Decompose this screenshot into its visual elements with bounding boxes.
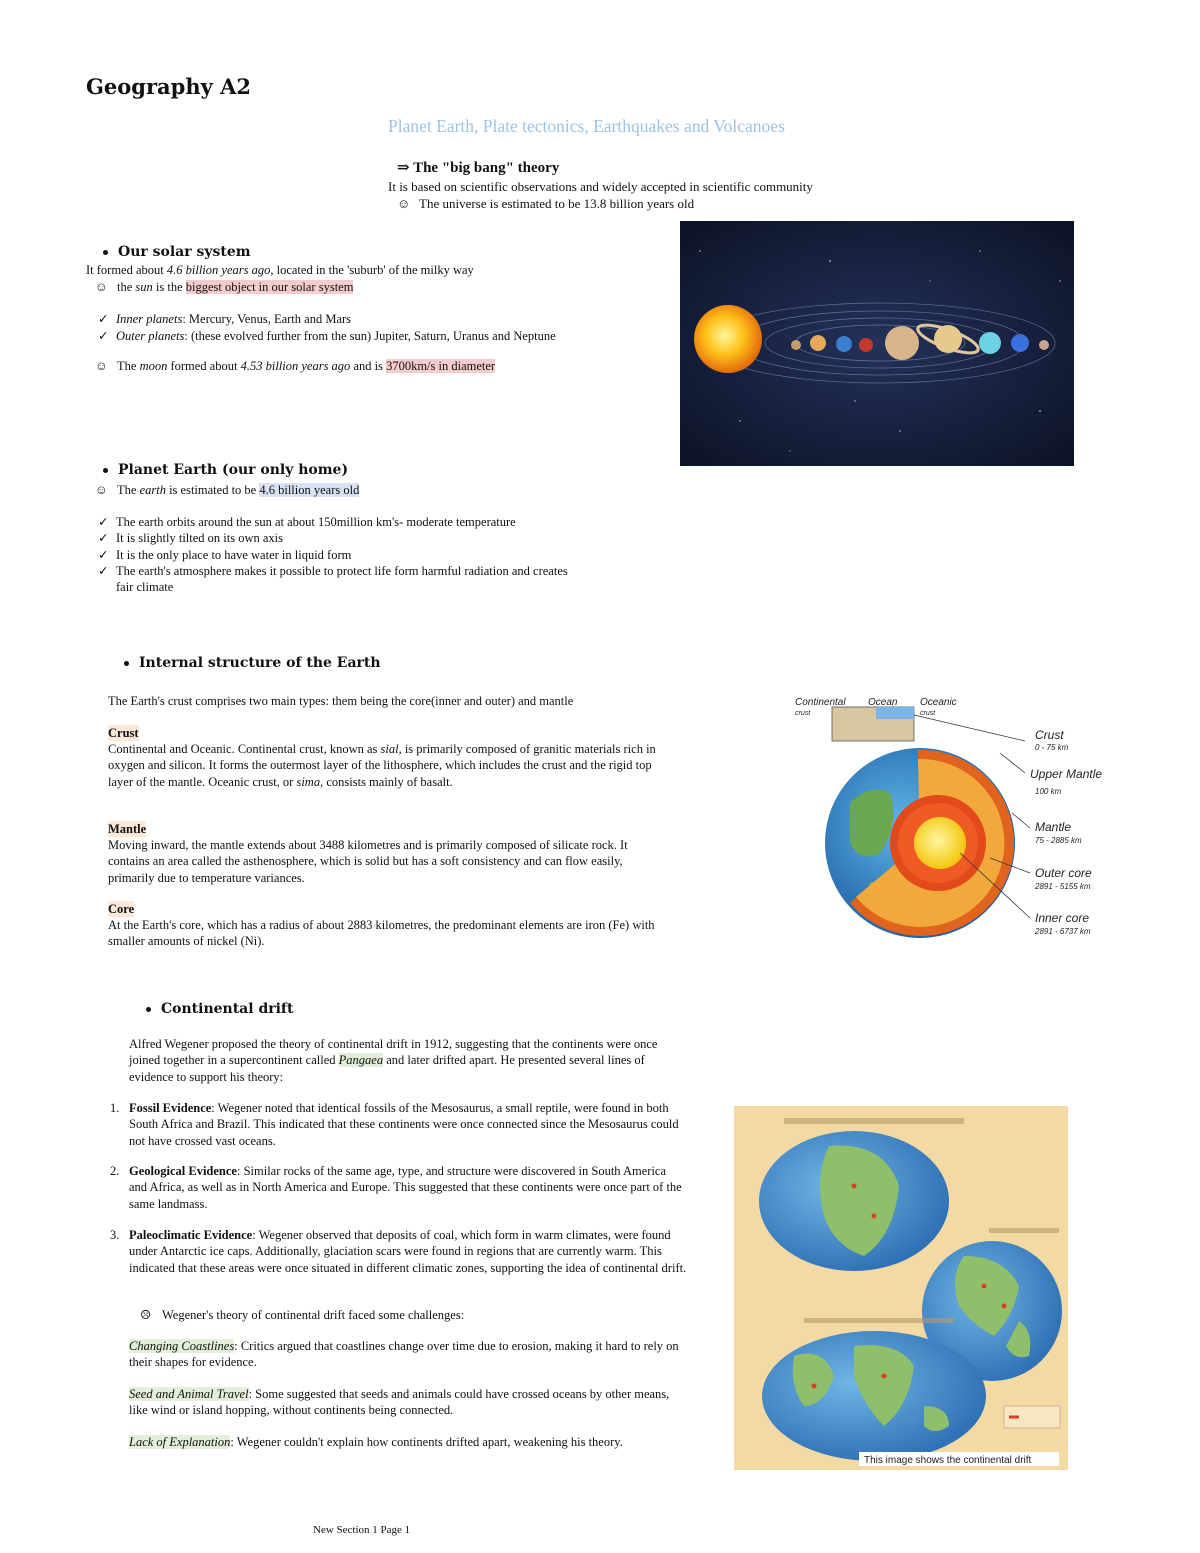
solar-inner-planets: ✓ Inner planets: Mercury, Venus, Earth and Mars	[98, 312, 352, 326]
crust-label: Crust	[108, 726, 139, 740]
mantle-text: Moving inward, the mantle extends about 3488 kilometres and is primarily composed of silicate rock. It contains an area called the asthenosphere, which is solid but has a soft consistency and can flow easily, primarily due to temperature variances.	[108, 838, 628, 885]
continental-drift-image	[734, 1106, 1068, 1470]
arrow-icon: ⇒	[397, 160, 410, 176]
solar-moon: ☺ The moon formed about 4.53 billion years ago and is 3700km/s in diameter	[95, 359, 496, 373]
check-icon: ✓	[98, 515, 109, 529]
structure-heading	[124, 655, 381, 671]
challenge-2: Seed and Animal Travel: Some suggested that seeds and animals could have crossed oceans by other means, like wind or island hopping, without continents being connected.	[129, 1387, 670, 1418]
page-footer: New Section 1 Page 1	[313, 1524, 411, 1536]
evidence-1: Fossil Evidence: Wegener noted that identical fossils of the Mesosaurus, a small reptile, were found in both South Africa and Brazil. This indicated that these continents were once connected since the Mesosaurus could not have crossed vast oceans.	[129, 1101, 679, 1148]
check-icon: ✓	[98, 531, 109, 545]
structure-heading-text: Internal structure of the Earth	[139, 655, 381, 671]
document-title: Geography A2	[86, 74, 252, 99]
earth-fact-3: ✓ It is the only place to have water in liquid form	[98, 548, 352, 562]
bigbang-fact-text: The universe is estimated to be 13.8 billion years old	[419, 196, 695, 211]
solar-heading-text: Our solar system	[118, 244, 251, 260]
drift-image-caption: This image shows the continental drift	[864, 1455, 1032, 1466]
check-icon: ✓	[98, 548, 109, 562]
evidence-3: Paleoclimatic Evidence: Wegener observed that deposits of coal, which form in warm climates, were found under Antarctic ice caps. Additionally, glaciation scars were found in regions that are currently warm. This indicated that these areas were once situated in different climatic zones, supporting the idea of continental drift.	[129, 1228, 687, 1275]
mantle-label: Mantle	[108, 822, 147, 836]
smile-icon: ☺	[95, 359, 108, 373]
earth-age: ☺ The earth is estimated to be 4.6 billion years old	[95, 483, 360, 497]
svg-text:75 - 2885 km: 75 - 2885 km	[1035, 836, 1082, 845]
drift-heading	[146, 1001, 293, 1017]
solar-heading	[103, 244, 251, 260]
evidence-2-number: 2.	[110, 1164, 120, 1178]
svg-text:2891 - 5155 km: 2891 - 5155 km	[1035, 882, 1091, 891]
diagram-crust: Crust	[1035, 728, 1064, 742]
frown-icon: ☹	[140, 1308, 152, 1322]
core-label: Core	[108, 902, 135, 916]
evidence-1-number: 1.	[110, 1101, 120, 1115]
structure-intro: The Earth's crust comprises two main types: them being the core(inner and outer) and mantle	[108, 694, 574, 708]
bullet-icon	[146, 1007, 151, 1012]
bigbang-heading-text: The "big bang" theory	[413, 160, 560, 176]
bullet-icon	[124, 661, 129, 666]
svg-text:100 km: 100 km	[1035, 787, 1062, 796]
drift-intro: Alfred Wegener proposed the theory of continental drift in 1912, suggesting that the continents were once joined together in a supercontinent called Pangaea and later drifted apart. He presented several lines of evidence to support his theory:	[129, 1037, 658, 1084]
earth-fact-1: ✓ The earth orbits around the sun at about 150million km's- moderate temperature	[98, 515, 516, 529]
earth-fact-2: ✓ It is slightly tilted on its own axis	[98, 531, 284, 545]
solar-line-1: It formed about 4.6 billion years ago, located in the 'suburb' of the milky way	[86, 263, 474, 277]
check-icon: ✓	[98, 564, 109, 578]
diagram-upper-mantle: Upper Mantle	[1030, 767, 1103, 781]
bigbang-heading	[397, 158, 559, 177]
diagram-inner-core: Inner core	[1035, 911, 1090, 925]
svg-text:Ocean: Ocean	[868, 697, 898, 708]
solar-outer-planets: ✓ Outer planets: (these evolved further from the sun) Jupiter, Saturn, Uranus and Neptune	[98, 329, 556, 343]
challenges-intro: ☹ Wegener's theory of continental drift faced some challenges:	[140, 1308, 465, 1322]
earth-heading-text: Planet Earth (our only home)	[118, 462, 349, 478]
earth-fact-4: ✓ The earth's atmosphere makes it possible to protect life form harmful radiation and creates	[98, 564, 568, 578]
bigbang-fact	[397, 196, 694, 212]
svg-text:crust: crust	[920, 710, 936, 717]
drift-heading-text: Continental drift	[161, 1001, 294, 1017]
smile-icon: ☺	[397, 196, 411, 211]
diagram-mantle: Mantle	[1035, 820, 1072, 834]
evidence-3-number: 3.	[110, 1228, 120, 1242]
solar-line-2: ☺ the sun is the biggest object in our solar system	[95, 280, 354, 294]
smile-icon: ☺	[95, 483, 108, 497]
diagram-continental: Continental	[795, 697, 846, 708]
svg-text:crust: crust	[795, 710, 811, 717]
challenge-1: Changing Coastlines: Critics argued that coastlines change over time due to erosion, making it hard to rely on their shapes for evidence.	[129, 1339, 679, 1370]
bigbang-line: It is based on scientific observations and widely accepted in scientific community	[388, 179, 813, 194]
svg-text:2891 - 6737 km: 2891 - 6737 km	[1035, 927, 1091, 936]
svg-text:0 - 75 km: 0 - 75 km	[1035, 743, 1069, 752]
earth-heading	[103, 462, 348, 478]
challenge-3: Lack of Explanation: Wegener couldn't explain how continents drifted apart, weakening his theory.	[129, 1435, 623, 1449]
solar-system-image	[680, 221, 1074, 466]
bullet-icon	[103, 468, 108, 473]
earth-fact-4-cont: fair climate	[116, 580, 174, 594]
earth-structure-diagram	[790, 693, 1120, 945]
crust-text: Continental and Oceanic. Continental crust, known as sial, is primarily composed of granitic materials rich in oxygen and silicon. It forms the outermost layer of the lithosphere, which includes the crust and the rigid top layer of the mantle. Oceanic crust, or sima, consists mainly of basalt.	[108, 742, 656, 789]
svg-text:Oceanic: Oceanic	[920, 697, 957, 708]
smile-icon: ☺	[95, 280, 108, 294]
evidence-2: Geological Evidence: Similar rocks of the same age, type, and structure were discovered in South America and Africa, as well as in North America and Europe. This suggested that these continents were once part of the same landmass.	[129, 1164, 682, 1211]
diagram-outer-core: Outer core	[1035, 866, 1092, 880]
core-text: At the Earth's core, which has a radius of about 2883 kilometres, the predominant elements are iron (Fe) with smaller amounts of nickel (Ni).	[108, 918, 655, 949]
document-subtitle: Planet Earth, Plate tectonics, Earthquakes and Volcanoes	[388, 116, 785, 136]
check-icon: ✓	[98, 329, 109, 343]
bullet-icon	[103, 250, 108, 255]
check-icon: ✓	[98, 312, 109, 326]
